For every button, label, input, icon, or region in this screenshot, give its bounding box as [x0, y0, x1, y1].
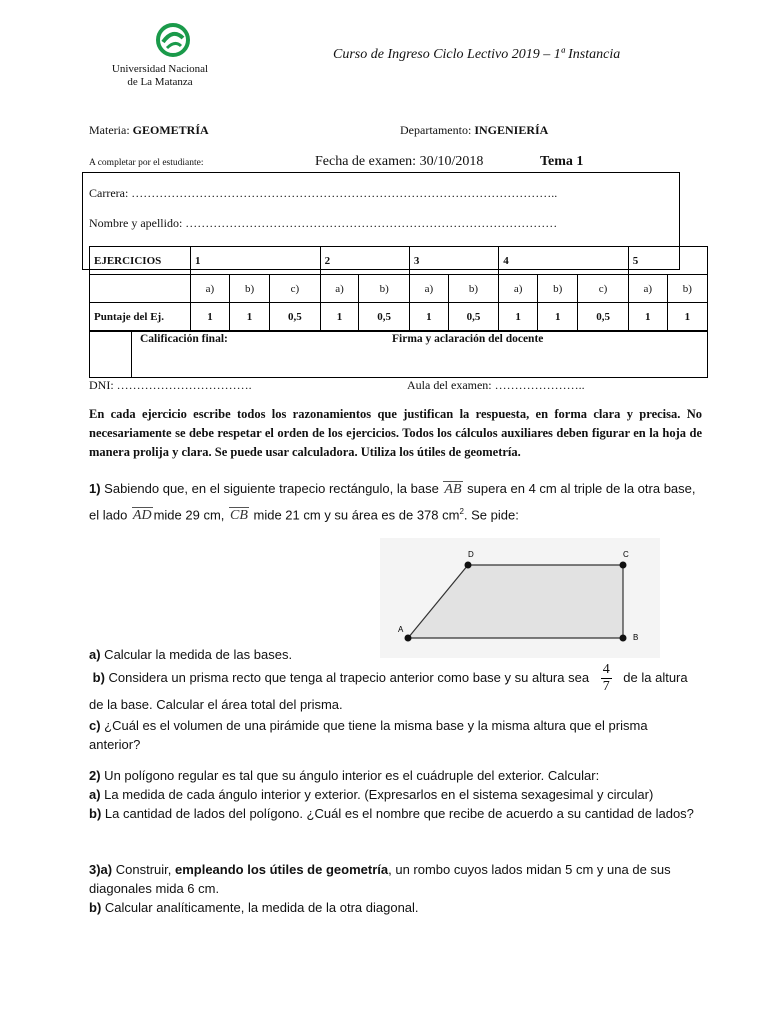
exercise-1c: c) ¿Cuál es el volumen de una pirámide que tiene la misma base y la misma altura que el prisma anterior? — [89, 718, 648, 752]
unlam-logo-icon — [105, 10, 230, 60]
exercise-1b: b) Considera un prisma recto que tenga al trapecio anterior como base y su altura sea $\frac{4}{7}$ de la altura de la base. Calcular el área total del prisma. — [89, 662, 688, 712]
exercise-number: 4 — [499, 247, 629, 275]
score-cell: 1 — [320, 303, 359, 331]
exercise-2: 2) Un polígono regular es tal que su ángulo interior es el cuádruple del exterior. Calcular: a) La medida de cada ángulo interior y exterior. (Expresarlos en el sistema sexagesimal y circular) b) La cantidad de lados del polígono. ¿Cuál es el nombre que recibe de acuerdo a su cantidad de lados? — [89, 768, 694, 821]
exercise-1-statement: 1) Sabiendo que, en el siguiente trapecio rectángulo, la base AB supera en 4 cm al triple de la otra base, el lado AD mide 29 cm, CB mide 21 cm y su área es de 378 $cm^2$. Se pide: — [89, 478, 699, 527]
exam-date: Fecha de examen: 30/10/2018 — [315, 154, 484, 169]
sub-item: a) — [409, 275, 448, 303]
score-cell: 1 — [628, 303, 667, 331]
materia-field: Materia: GEOMETRÍA — [89, 123, 209, 137]
sub-item: b) — [359, 275, 409, 303]
university-name: Universidad Nacional de La Matanza — [111, 63, 209, 88]
sub-item: a) — [320, 275, 359, 303]
segment-ab: AB — [442, 479, 463, 501]
firma-label: Firma y aclaración del docente — [392, 333, 544, 345]
exercise-number: 5 — [628, 247, 707, 275]
sub-item: b) — [448, 275, 498, 303]
trapezoid-figure — [380, 538, 660, 658]
sub-item: b) — [667, 275, 707, 303]
vertex-a-point — [405, 635, 412, 642]
course-title: Curso de Ingreso Ciclo Lectivo 2019 – 1ª Instancia — [333, 47, 621, 62]
score-cell: 0,5 — [578, 303, 628, 331]
instructions: En cada ejercicio escribe todos los razonamientos que justifican la respuesta, en forma clara y precisa. No necesariamente se debe respetar el orden de los ejercicios. Todos los cálculos auxiliares deben figurar en la hoja de manera prolija y clara. Se puede usar calculadora. Utiliza los útiles de geometría. — [89, 407, 702, 459]
carrera-field[interactable]: Carrera: …………………………………………………………………………………………….. — [89, 186, 558, 200]
sub-item: c) — [270, 275, 320, 303]
calificacion-label: Calificación final: — [140, 333, 228, 345]
sub-item: a) — [628, 275, 667, 303]
exercise-3: 3)a) Construir, empleando los útiles de geometría, un rombo cuyos lados midan 5 cm y una de sus diagonales mida 6 cm. b) Calcular analíticamente, la medida de la otra diagonal. — [89, 862, 671, 915]
score-cell: 0,5 — [359, 303, 409, 331]
exam-tema: Tema 1 — [540, 154, 584, 169]
vertex-b-point — [620, 635, 627, 642]
sub-item: a) — [499, 275, 538, 303]
sub-item: b) — [538, 275, 578, 303]
vertex-a-label: A — [398, 625, 404, 634]
score-cell: 1 — [191, 303, 230, 331]
departamento-field: Departamento: INGENIERÍA — [400, 123, 549, 137]
sub-item: c) — [578, 275, 628, 303]
vertex-d-point — [465, 562, 472, 569]
vertex-d-label: D — [468, 550, 474, 559]
nombre-field[interactable]: Nombre y apellido: ………………………………………………………………………………… — [89, 216, 558, 230]
score-cell: 0,5 — [448, 303, 498, 331]
score-cell: 1 — [499, 303, 538, 331]
dni-field[interactable]: DNI: ……………………………. — [89, 378, 252, 392]
final-grade-divider — [131, 331, 132, 377]
vertex-c-label: C — [623, 550, 629, 559]
segment-ad: AD — [131, 505, 154, 527]
score-cell: 1 — [409, 303, 448, 331]
empty-cell — [90, 275, 191, 303]
aula-field[interactable]: Aula del examen: ………………….. — [407, 378, 585, 392]
score-cell: 0,5 — [270, 303, 320, 331]
vertex-b-label: B — [633, 633, 639, 642]
score-cell: 1 — [667, 303, 707, 331]
exercise-number: 2 — [320, 247, 409, 275]
ejercicios-header: EJERCICIOS — [90, 247, 191, 275]
score-label: Puntaje del Ej. — [90, 303, 191, 331]
vertex-c-point — [620, 562, 627, 569]
grade-table — [89, 246, 708, 331]
score-cell: 1 — [229, 303, 269, 331]
sub-item: b) — [229, 275, 269, 303]
exercise-number: 3 — [409, 247, 498, 275]
grade-table-subitems-row — [90, 275, 708, 303]
a-completar-label: A completar por el estudiante: — [89, 158, 204, 168]
exercise-number: 1 — [191, 247, 321, 275]
fraction-four-sevenths: $\frac{4}{7}$ — [602, 662, 610, 694]
sub-item: a) — [191, 275, 230, 303]
exercise-1a: a) Calcular la medida de las bases. — [89, 647, 293, 662]
segment-cb: CB — [228, 505, 250, 527]
grade-table-header-row — [90, 247, 708, 275]
grade-table-score-row — [90, 303, 708, 331]
score-cell: 1 — [538, 303, 578, 331]
